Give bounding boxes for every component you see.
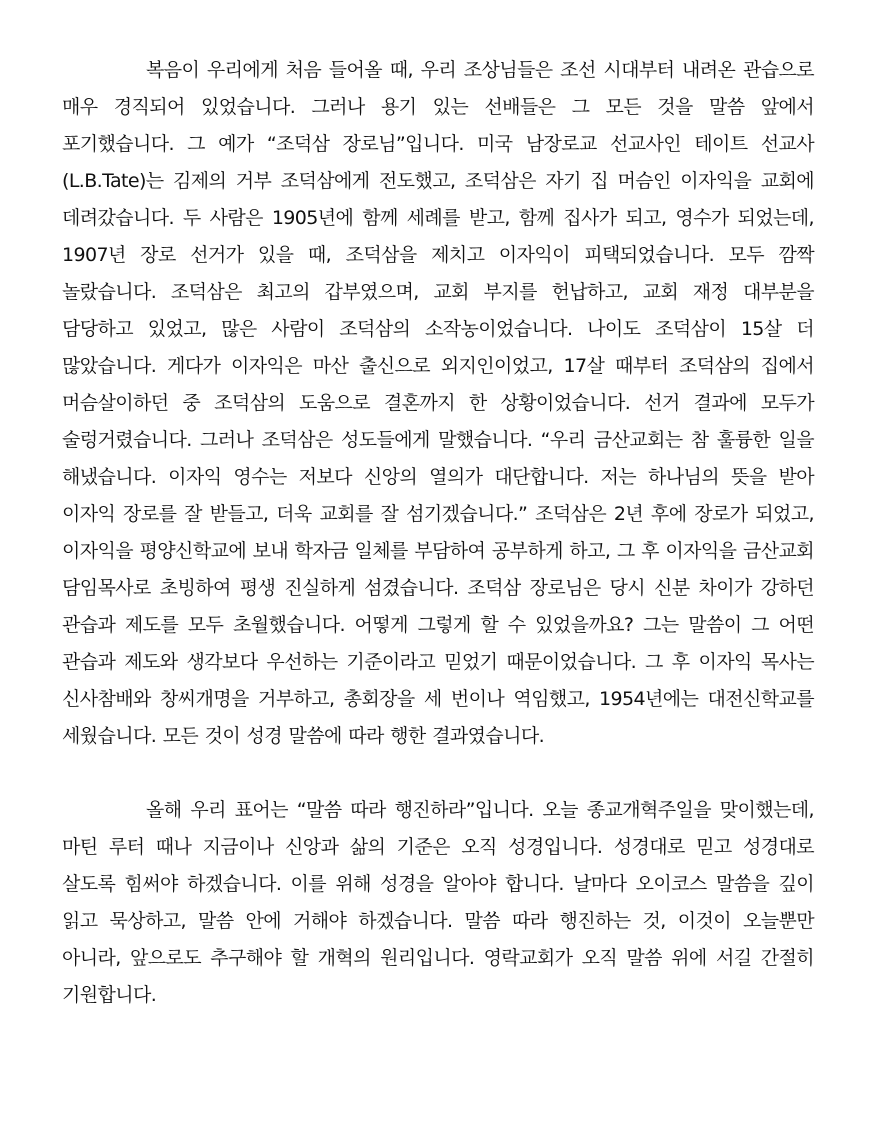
document-page: [62, 52, 814, 1014]
paragraph-1: 복음이 우리에게 처음 들어올 때, 우리 조상님들은 조선 시대부터 내려온 관습으로 매우 경직되어 있었습니다. 그러나 용기 있는 선배들은 그 모든 것을 말씀 앞에서 포기했습니다. 그 예가 “조덕삼 장로님”입니다. 미국 남장로교 선교사인 테이트 선교사(L.B.Tate)는 김제의 거부 조덕삼에게 전도했고, 조덕삼은 자기 집 머슴인 이자익을 교회에 데려갔습니다. 두 사람은 1905년에 함께 세례를 받고, 함께 집사가 되고, 영수가 되었는데, 1907년 장로 선거가 있을 때, 조덕삼을 제치고 이자익이 피택되었습니다. 모두 깜짝 놀랐습니다. 조덕삼은 최고의 갑부였으며, 교회 부지를 헌납하고, 교회 재정 대부분을 담당하고 있었고, 많은 사람이 조덕삼의 소작농이었습니다. 나이도 조덕삼이 15살 더 많았습니다. 게다가 이자익은 마산 출신으로 외지인이었고, 17살 때부터 조덕삼의 집에서 머슴살이하던 중 조덕삼의 도움으로 결혼까지 한 상황이었습니다. 선거 결과에 모두가 술렁거렸습니다. 그러나 조덕삼은 성도들에게 말했습니다. “우리 금산교회는 참 훌륭한 일을 해냈습니다. 이자익 영수는 저보다 신앙의 열의가 대단합니다. 저는 하나님의 뜻을 받아 이자익 장로를 잘 받들고, 더욱 교회를 잘 섬기겠습니다.” 조덕삼은 2년 후에 장로가 되었고, 이자익을 평양신학교에 보내 학자금 일체를 부담하여 공부하게 하고, 그 후 이자익을 금산교회 담임목사로 초빙하여 평생 진실하게 섬겼습니다. 조덕삼 장로님은 당시 신분 차이가 강하던 관습과 제도를 모두 초월했습니다. 어떻게 그렇게 할 수 있었을까요? 그는 말씀이 그 어떤 관습과 제도와 생각보다 우선하는 기준이라고 믿었기 때문이었습니다. 그 후 이자익 목사는 신사참배와 창씨개명을 거부하고, 총회장을 세 번이나 역임했고, 1954년에는 대전신학교를 세웠습니다. 모든 것이 성경 말씀에 따라 행한 결과였습니다.: [62, 59, 814, 747]
paragraph-2: 올해 우리 표어는 “말씀 따라 행진하라”입니다. 오늘 종교개혁주일을 맞이했는데, 마틴 루터 때나 지금이나 신앙과 삶의 기준은 오직 성경입니다. 성경대로 믿고 성경대로 살도록 힘써야 하겠습니다. 이를 위해 성경을 알아야 합니다. 날마다 오이코스 말씀을 깊이 읽고 묵상하고, 말씀 안에 거해야 하겠습니다. 말씀 따라 행진하는 것, 이것이 오늘뿐만 아니라, 앞으로도 추구해야 할 개혁의 원리입니다. 영락교회가 오직 말씀 위에 서길 간절히 기원합니다.: [62, 799, 814, 1006]
